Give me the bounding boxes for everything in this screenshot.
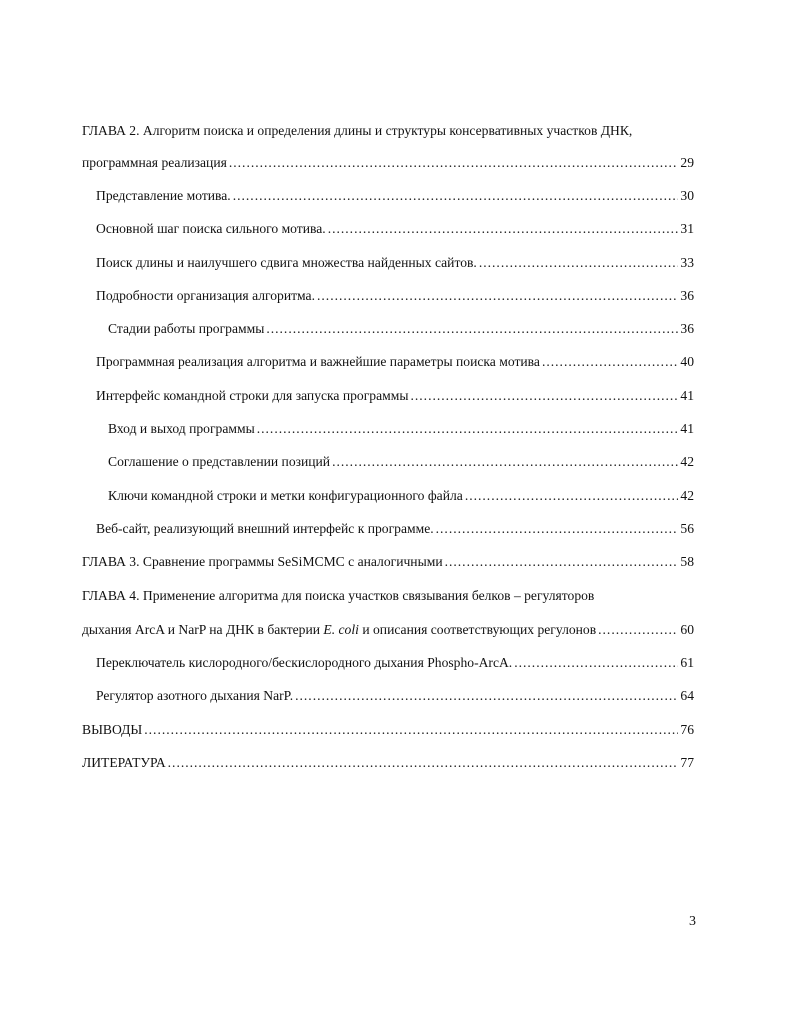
leader-dots bbox=[445, 552, 679, 574]
toc-entry-page: 42 bbox=[680, 454, 694, 469]
leader-dots bbox=[229, 153, 679, 175]
toc-entry-implementation-parameters bbox=[96, 352, 694, 372]
toc-entry-chapter-3 bbox=[82, 552, 694, 572]
leader-dots bbox=[317, 286, 678, 308]
leader-dots bbox=[479, 253, 679, 275]
toc-entry-page: 36 bbox=[680, 321, 694, 336]
toc-entry-text: Программная реализация алгоритма и важнейшие параметры поиска мотива bbox=[96, 354, 540, 369]
toc-entry-conclusions bbox=[82, 720, 694, 740]
toc-entry-text: Переключатель кислородного/бескислородного дыхания Phospho-ArcA. bbox=[96, 655, 513, 670]
toc-entry-text: ЛИТЕРАТУРА bbox=[82, 755, 166, 770]
leader-dots bbox=[257, 419, 679, 441]
leader-dots bbox=[410, 386, 678, 408]
toc-entry-command-line-interface bbox=[96, 386, 694, 406]
toc-entry-literature bbox=[82, 753, 694, 773]
leader-dots bbox=[144, 720, 678, 742]
toc-entry-page: 30 bbox=[680, 188, 694, 203]
toc-entry-program-stages bbox=[108, 319, 694, 339]
toc-entry-text: Вход и выход программы bbox=[108, 421, 255, 436]
toc-entry-page: 36 bbox=[680, 288, 694, 303]
toc-entry-chapter-2-line-2 bbox=[82, 153, 694, 173]
toc-entry-text: ГЛАВА 2. Алгоритм поиска и определения длины и структуры консервативных участков ДНК, bbox=[82, 123, 633, 138]
toc-entry-page: 42 bbox=[680, 488, 694, 503]
toc-entry-page: 61 bbox=[680, 655, 694, 670]
toc-entry-chapter-4-line-1 bbox=[82, 586, 694, 606]
toc-entry-text: Веб-сайт, реализующий внешний интерфейс к программе. bbox=[96, 521, 434, 536]
toc-entry-length-shift-search bbox=[96, 253, 694, 273]
toc-entry-page: 58 bbox=[680, 554, 694, 569]
toc-entry-main-search-step bbox=[96, 219, 694, 239]
toc-entry-text: Ключи командной строки и метки конфигурационного файла bbox=[108, 488, 463, 503]
toc-entry-page: 77 bbox=[680, 755, 694, 770]
toc-entry-page: 60 bbox=[680, 622, 694, 637]
toc-entry-motif-representation bbox=[96, 186, 694, 206]
toc-entry-chapter-2-line-1 bbox=[82, 121, 694, 141]
leader-dots bbox=[233, 186, 679, 208]
leader-dots bbox=[295, 686, 678, 708]
toc-entry-text-italic: E. coli bbox=[323, 622, 359, 637]
toc-entry-page: 40 bbox=[680, 354, 694, 369]
leader-dots bbox=[465, 486, 679, 508]
toc-entry-page: 64 bbox=[680, 688, 694, 703]
toc-entry-page: 76 bbox=[680, 722, 694, 737]
toc-entry-page: 29 bbox=[680, 155, 694, 170]
toc-entry-arca-switch bbox=[96, 653, 694, 673]
toc-entry-text: ГЛАВА 4. Применение алгоритма для поиска участков связывания белков – регуляторов bbox=[82, 588, 595, 603]
leader-dots bbox=[542, 352, 678, 374]
leader-dots bbox=[514, 653, 678, 675]
toc-entry-algorithm-details bbox=[96, 286, 694, 306]
toc-entry-text: программная реализация bbox=[82, 155, 227, 170]
toc-entry-page: 41 bbox=[680, 421, 694, 436]
toc-entry-text: Поиск длины и наилучшего сдвига множества найденных сайтов. bbox=[96, 255, 477, 270]
toc-entry-text: ГЛАВА 3. Сравнение программы SeSiMCMC с аналогичными bbox=[82, 554, 443, 569]
leader-dots bbox=[168, 753, 679, 775]
toc-entry-page: 41 bbox=[680, 388, 694, 403]
toc-entry-command-keys bbox=[108, 486, 694, 506]
leader-dots bbox=[328, 219, 679, 241]
toc-entry-website bbox=[96, 519, 694, 539]
toc-entry-input-output bbox=[108, 419, 694, 439]
leader-dots bbox=[332, 452, 678, 474]
toc-entry-text-part: и описания соответствующих регулонов bbox=[358, 622, 597, 637]
toc-entry-chapter-4-line-2 bbox=[82, 620, 694, 640]
leader-dots bbox=[266, 319, 678, 341]
toc-entry-text: Регулятор азотного дыхания NarP. bbox=[96, 688, 294, 703]
toc-entry-text: Интерфейс командной строки для запуска программы bbox=[96, 388, 409, 403]
leader-dots bbox=[436, 519, 679, 541]
page-number: 3 bbox=[689, 914, 696, 929]
toc-entry-position-convention bbox=[108, 452, 694, 472]
toc-entry-narp-regulator bbox=[96, 686, 694, 706]
toc-entry-page: 33 bbox=[680, 255, 694, 270]
toc-entry-text: Основной шаг поиска сильного мотива. bbox=[96, 221, 326, 236]
toc-entry-text: Представление мотива. bbox=[96, 188, 231, 203]
toc-entry-text: ВЫВОДЫ bbox=[82, 722, 143, 737]
toc-entry-text: Стадии работы программы bbox=[108, 321, 265, 336]
leader-dots bbox=[598, 620, 678, 642]
toc-entry-text-part: дыхания ArcA и NarP на ДНК в бактерии bbox=[82, 622, 324, 637]
toc-entry-text bbox=[82, 620, 596, 640]
toc-entry-text: Соглашение о представлении позиций bbox=[108, 454, 331, 469]
toc-entry-page: 56 bbox=[680, 521, 694, 536]
toc-entry-text: Подробности организация алгоритма. bbox=[96, 288, 315, 303]
toc-entry-page: 31 bbox=[680, 221, 694, 236]
